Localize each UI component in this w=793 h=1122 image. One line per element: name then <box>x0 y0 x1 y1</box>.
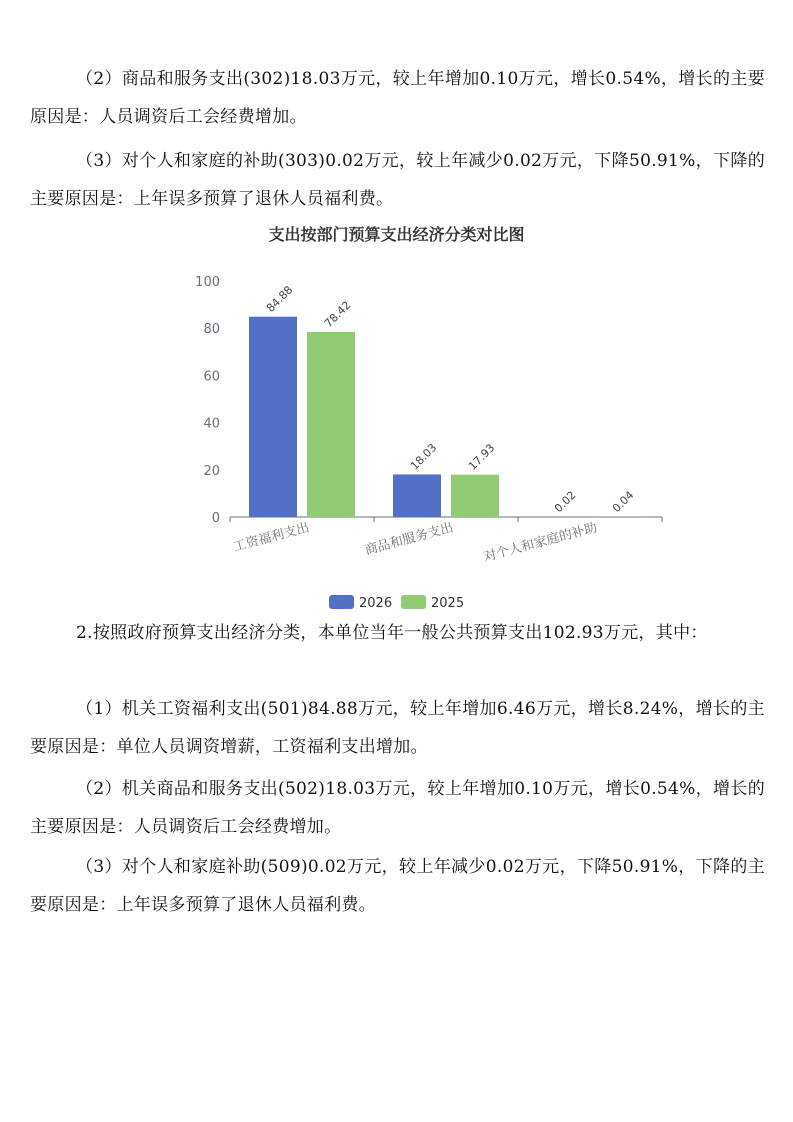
x-category-label: 工资福利支出 <box>231 520 312 556</box>
y-tick-label: 60 <box>203 369 220 385</box>
legend-label[interactable]: 2025 <box>431 596 465 611</box>
x-category-label: 商品和服务支出 <box>363 520 456 559</box>
paragraph-salary-welfare: （1）机关工资福利支出(501)84.88万元，较上年增加6.46万元，增长8.24%，增长的主要原因是：单位人员调资增薪，工资福利支出增加。 <box>30 699 765 757</box>
data-label: 18.03 <box>407 441 440 473</box>
bar-2026-1 <box>393 474 441 517</box>
data-label: 17.93 <box>465 441 498 473</box>
paragraph-agency-goods-services: （2）机关商品和服务支出(502)18.03万元，较上年增加0.10万元，增长0.54%，增长的主要原因是：人员调资后工会经费增加。 <box>30 779 765 837</box>
x-category-label: 对个人和家庭的补助 <box>482 520 600 566</box>
legend-swatch-2025[interactable] <box>401 595 426 609</box>
paragraph-gov-classification: 2.按照政府预算支出经济分类，本单位当年一般公共预算支出102.93万元，其中： <box>76 623 708 643</box>
bar-2026-0 <box>249 317 297 517</box>
bar-chart <box>0 250 793 620</box>
bar-2025-0 <box>307 332 355 517</box>
y-tick-label: 100 <box>195 275 220 290</box>
paragraph-goods-services: （2）商品和服务支出(302)18.03万元，较上年增加0.10万元，增长0.54%，增长的主要原因是：人员调资后工会经费增加。 <box>30 69 765 127</box>
data-label: 84.88 <box>263 283 296 315</box>
legend-label[interactable]: 2026 <box>359 596 393 611</box>
y-tick-label: 40 <box>203 416 220 432</box>
paragraph-individual-subsidy: （3）对个人和家庭补助(509)0.02万元，较上年减少0.02万元，下降50.91%，下降的主要原因是：上年误多预算了退休人员福利费。 <box>30 857 765 915</box>
bar-2025-1 <box>451 475 499 517</box>
legend-swatch-2026[interactable] <box>329 595 354 609</box>
y-tick-label: 80 <box>203 322 220 338</box>
data-label: 0.02 <box>551 488 579 516</box>
chart-title: 支出按部门预算支出经济分类对比图 <box>268 225 525 244</box>
y-tick-label: 0 <box>211 511 220 526</box>
data-label: 0.04 <box>609 488 637 516</box>
y-tick-label: 20 <box>203 463 220 479</box>
paragraph-household-subsidy: （3）对个人和家庭的补助(303)0.02万元，较上年减少0.02万元，下降50.91%，下降的主要原因是：上年误多预算了退休人员福利费。 <box>30 151 765 209</box>
data-label: 78.42 <box>321 298 354 331</box>
